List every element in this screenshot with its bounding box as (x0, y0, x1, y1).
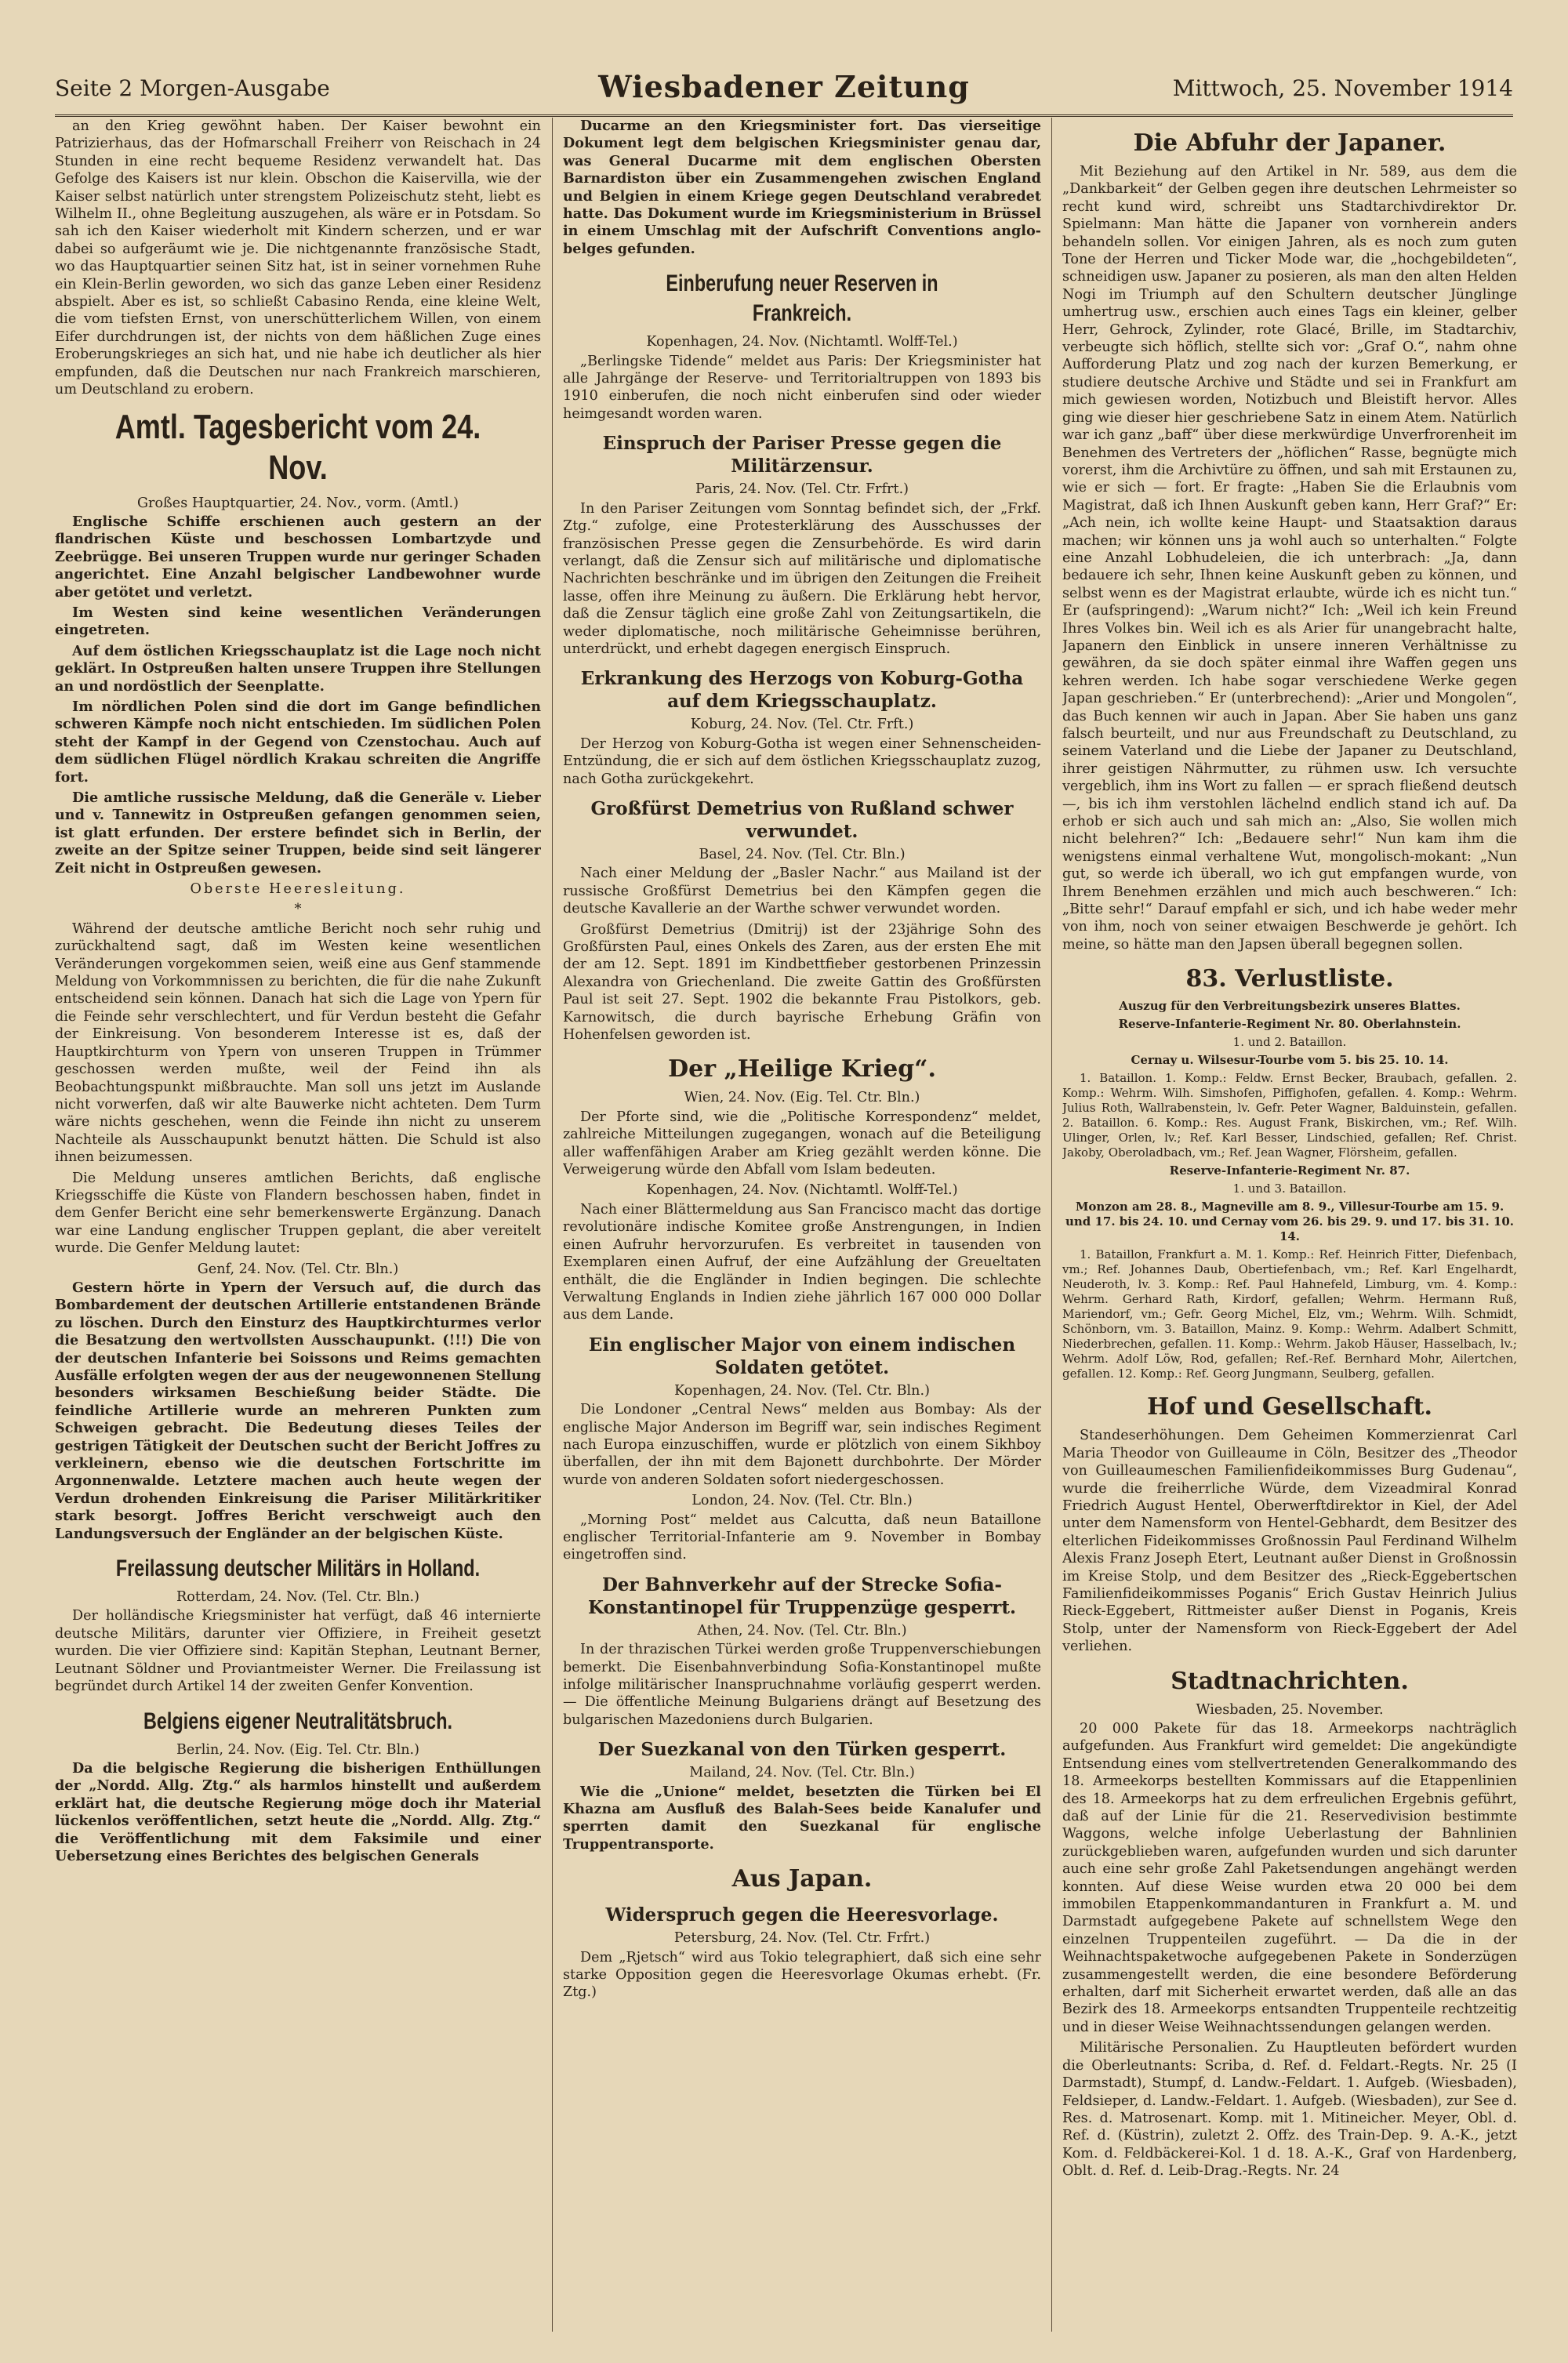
article-text: Der Pforte sind, wie die „Politische Korrespondenz“ meldet, zahlreiche Mitteilungen zugegangen, wonach auf die Beteiligung aller waffenfähigen Araber am Krieg gezählt werden könne. Die Verweigerung würde den Abfall vom Islam bedeuten. (563, 1109, 1041, 1178)
column-1 (55, 118, 541, 2332)
column-rule (1051, 118, 1052, 2332)
dateline: Genf, 24. Nov. (Tel. Ctr. Bln.) (197, 1261, 399, 1277)
headline-belgiens: Belgiens eigener Neutralitätsbruch. (143, 1708, 452, 1734)
separator-star: * (294, 902, 302, 918)
location-heading: Cernay u. Wilsesur-Tourbe vom 5. bis 25. 10. 14. (1131, 1053, 1449, 1068)
article-text: Der Herzog von Koburg-Gotha ist wegen einer Sehnenscheiden-Entzündung, die er sich auf dem östlichen Kriegsschauplatz zuzog, nach Gotha zurückgekehrt. (563, 735, 1041, 787)
issue-date: Mittwoch, 25. November 1914 (1172, 75, 1513, 101)
column-3 (1062, 118, 1517, 2332)
newspaper-title: Wiesbadener Zeitung (598, 69, 970, 104)
dateline: Athen, 24. Nov. (Tel. Ctr. Bln.) (697, 1622, 907, 1639)
headline-einspruch: Einspruch der Pariser Presse gegen die Militärzensur. (602, 433, 1002, 477)
article-text: Im Westen sind keine wesentlichen Veränderungen eingetreten. (55, 604, 541, 639)
article-text: Wie die „Unione“ meldet, besetzten die Türken bei El Khazna am Ausfluß des Balah-Sees beide Kanalufer und sperrten damit den Suezkanal für englische Truppentransporte. (563, 1783, 1041, 1853)
headline-freilassung: Freilassung deutscher Militärs in Holland. (115, 1555, 481, 1582)
headline-suezkanal: Der Suezkanal von den Türken gesperrt. (597, 1739, 1007, 1761)
headline-tagesbericht: Amtl. Tagesbericht vom 24. Nov. (114, 407, 481, 487)
regiment-heading: Reserve-Infanterie-Regiment Nr. 80. Oberlahnstein. (1118, 1017, 1461, 1032)
article-text: „Morning Post“ meldet aus Calcutta, daß neun Bataillone englischer Territorial-Infanterie am 9. November in Bombay eingetroffen sind. (563, 1512, 1041, 1563)
article-text: Gestern hörte in Ypern der Versuch auf, die durch das Bombardement der deutschen Artillerie entstandenen Brände zu löschen. Durch den Einsturz des Hauptkirchturmes verlor die Besatzung den wertvollsten Ausschaupunkt. (!!!) Die von der deutschen Infanterie bei Soissons und Reims gemachten Ausfälle erfolgten wegen der aus der neugewonnenen Stellung besonders wirksamen Beschießung beider Städte. Die feindliche Artillerie wurde an mehreren Punkten zum Schweigen gebracht. Die Bedeutung dieses Teiles der gestrigen Tätigkeit der Deutschen sucht der Bericht Joffres zu verkleinern, ebenso wie die deutschen Fortschritte im Argonnenwalde. Letztere machen auch heute wegen der Verdun drohenden Einkreisung die Pariser Militärkritiker stark besorgt. Joffres Bericht verschweigt auch den Landungsversuch der Engländer an der belgischen Küste. (55, 1279, 541, 1542)
article-text: an den Krieg gewöhnt haben. Der Kaiser bewohnt ein Patrizierhaus, das der Hofmarschall Freiherr von Reischach in 24 Stunden in eine recht bequeme Residenz verwandelt hat. Das Gefolge des Kaisers ist nur klein. Obschon die Kaiservilla, wie der Kaiser selbst natürlich unter strengstem Polizeischutz steht, liebt es Wilhelm II., ohne Begleitung auszugehen, als wäre er in Potsdam. So sah ich den Kaiser wiederholt mit Kindern scherzen, und er war dabei so aufgeräumt wie je. Die nichtgenannte französische Stadt, wo das Hauptquartier seinen Sitz hat, ist in seiner vornehmen Ruhe ein Klein-Berlin geworden, wo sich das ganze Leben einer Residenz abspielt. Aber es ist, so schließt Cabasino Renda, eine kleine Welt, die vom tiefsten Ernst, von unerschütterlichem Willen, von einem Eifer durchdrungen ist, der nichts von dem häßlichen Zuge eines Eroberungskrieges an sich hat, und nie habe ich deutlicher als hier empfunden, daß die Deutschen nur nach Frankreich marschieren, um Deutschland zu erobern. (55, 118, 541, 398)
article-text: In der thrazischen Türkei werden große Truppenverschiebungen bemerkt. Die Eisenbahnverbindung Sofia-Konstantinopel mußte infolge militärischer Inanspruchnahme vorläufig gesperrt werden. — Die öffentliche Meinung Bulgariens drängt auf Besetzung des bulgarischen Mazedoniens durch Bulgarien. (563, 1642, 1041, 1728)
article-text: Die Londoner „Central News“ melden aus Bombay: Als der englische Major Anderson im Begriff war, sein indisches Regiment nach Europa einzuschiffen, wurde er plötzlich von einem Sikhboy überfallen, der ihn mit dem Bajonett durchbohrte. Der Mörder wurde von anderen Soldaten sofort niedergeschossen. (563, 1402, 1041, 1488)
dateline: Wien, 24. Nov. (Eig. Tel. Ctr. Bln.) (684, 1090, 920, 1106)
article-text: Mit Beziehung auf den Artikel in Nr. 589, aus dem die „Dankbarkeit“ der Gelben gegen ihre deutschen Lehrmeister so recht kund wird, schreibt uns Stadtarchivdirektor Dr. Spielmann: Man hätte die Japaner von vornherein anders behandeln sollen. Vor einigen Jahren, als es noch zum guten Tone der Herren und Ticker Mode war, die „hochgebildeten“, schneidigen usw. Japaner zu posieren, als man den alten Helden Nogi im Triumph auf den Schultern deutscher Jünglinge umhertrug usw., erschien auch eines Tags ein kleiner, gelber Herr, Gehrock, Zylinder, rote Glacé, Brille, im Stadtarchiv, verbeugte sich höflich, stellte sich vor: „Graf O.“, nahm ohne Aufforderung Platz und zog nach der kurzen Bemerkung, er studiere deutsche Archive und Städte und sei in Frankfurt am mich gewiesen worden, Notizbuch und Bleistift hervor. Alles ging wie dieser hier geschriebene Satz in einem Atem. Natürlich war ich ganz „baff“ über diese merkwürdige Unverfrorenheit im Benehmen des Vertreters der „höflichen“ Rasse, begnügte mich vorerst, ihm die Archivtüre zu öffnen, und sah mit Erstaunen zu, wie er sich — fort. Er fragte: „Haben Sie die Erlaubnis vom Magistrat, daß ich Ihnen Auskunft geben kann, Herr Graf?“ Er: „Ach nein, ich wollte keine Haupt- und Staatsaktion daraus machen; wir können uns ja wohl auch so unterhalten.“ Folgte eine Anzahl Lobhudeleien, die ich unterbrach: „Ja, dann bedauere ich sehr, Ihnen keine Auskunft geben zu können, und selbst wenn es der Magistrat erlaubte, würde ich es nicht tun.“ Er (aufspringend): „Warum nicht?“ Ich: „Weil ich kein Freund Ihres Volkes bin. Weil ich es als Arier für unangebracht halte, Japanern den Einblick in unsere inneren Verhältnisse zu gewähren, da sie doch später einmal ihre Waffen gegen uns kehren werden. Ich habe sogar verschiedene Werke gegen Japan geschrieben.“ Er (unterbrechend): „Arier und Mongolen“, das Buch kennen wir auch in Japan. Aber Sie haben uns ganz falsch beurteilt, und nur aus Freundschaft zu Deutschland, zu seinem Vaterland und die Liebe der Japaner zu Deutschland, ihrer geistigen Nährmutter, zu rühmen usw. Ich versuchte vergeblich, ihm ins Wort zu fallen — er sprach fließend deutsch —, bis ich ihm verstohlen lächelnd endlich stand ich auf. Da erhob er sich auch und sah mich an: „Also, Sie wollen mich nicht belehren?“ Ich: „Bedauere sehr!“ Nun kam ihm die wenigstens einmal verhaltene Wut, mongolisch-mokant: „Nun gut, so werde ich überall, wo ich gut empfangen wurde, von Ihrem Benehmen erzählen und mich auch beschweren.“ Ich: „Bitte sehr!“ Darauf empfahl er sich, und ich habe weder mehr von ihm, noch von seiner etwaigen Beschwerde je gehört. Ich meine, so hätte man den Japsen überall begegnen sollen. (1062, 164, 1517, 953)
dateline: Paris, 24. Nov. (Tel. Ctr. Frfrt.) (695, 481, 909, 498)
article-text: Englische Schiffe erschienen auch gestern an der flandrischen Küste und beschossen Lombartzyde und Zeebrügge. Bei unseren Truppen wurde nur geringer Schaden angerichtet. Eine Anzahl belgischer Landbewohner wurde aber getötet und verletzt. (55, 513, 541, 601)
headline-hof: Hof und Gesellschaft. (1147, 1393, 1432, 1421)
article-text: Ducarme an den Kriegsminister fort. Das vierseitige Dokument legt dem belgischen Kriegsminister genau dar, was General Ducarme mit dem englischen Obersten Barnardiston über ein Zusammengehen zwischen England und Belgien in einem Kriege gegen Deutschland verabredet hatte. Das Dokument wurde im Kriegsministerium in Brüssel in einem Umschlag mit der Aufschrift Conventions anglo-belges gefunden. (563, 118, 1041, 257)
headline-bahnverkehr: Der Bahnverkehr auf der Strecke Sofia-Konstantinopel für Truppenzüge gesperrt. (588, 1574, 1016, 1618)
article-text: Die amtliche russische Meldung, daß die Generäle v. Lieber und v. Tannewitz in Ostpreußen gefangen genommen seien, ist glatt erfunden. Der erstere befindet sich in Berlin, der zweite an der Spitze seiner Truppen, beide sind seit längerer Zeit nicht in Ostpreußen gewesen. (55, 789, 541, 877)
dateline: Mailand, 24. Nov. (Tel. Ctr. Bln.) (689, 1765, 915, 1781)
headline-demetrius: Großfürst Demetrius von Rußland schwer verwundet. (590, 797, 1014, 842)
dateline: Kopenhagen, 24. Nov. (Tel. Ctr. Bln.) (674, 1382, 930, 1399)
column-rule (552, 118, 553, 2332)
article-text: Da die belgische Regierung die bisherigen Enthüllungen der „Nordd. Allg. Ztg.“ als harmlos hinstellt und außerdem erklärt hat, die deutsche Regierung möge doch ihr Material lückenlos veröffentlichen, setzt heute die „Nordd. Allg. Ztg.“ die Veröffentlichung mit dem Faksimile und einer Uebersetzung eines Berichtes des belgischen Generals (55, 1759, 541, 1864)
battalion-heading: 1. und 3. Bataillon. (1232, 1182, 1347, 1196)
article-text: Während der deutsche amtliche Bericht noch sehr ruhig und zurückhaltend sagt, daß im Westen keine wesentlichen Veränderungen vorgekommen seien, weiß eine aus Genf stammende Meldung von Vorkommnissen zu berichten, die für die nahe Zukunft entscheidend sein können. Danach hat sich die Lage von Ypern für die Feinde sehr verschlechtert, und für Verdun besteht die Gefahr der Einkreisung. Von besonderem Interesse ist es, daß der Hauptkirchturm von Ypern von unseren Truppen in Trümmer geschossen werden mußte, weil der Feind ihn als Beobachtungspunkt mißbrauchte. Man soll uns jetzt im Auslande nicht vorwerfen, daß wir alte Bauwerke nicht achteten. Dem Turm wäre nichts geschehen, wenn die Feinde ihn nicht zu unserem Nachteile als Ausschaupunkt benutzt hätten. Die Schuld ist also ihnen beizumessen. (55, 920, 541, 1166)
article-text: „Berlingske Tidende“ meldet aus Paris: Der Kriegsminister hat alle Jahrgänge der Reserve- und Territorialtruppen von 1893 bis 1910 einberufen, die noch nicht einberufen sind oder wieder heimgesandt worden waren. (563, 353, 1041, 422)
battalion-heading: 1. und 2. Bataillon. (1232, 1035, 1347, 1050)
dateline: Petersburg, 24. Nov. (Tel. Ctr. Frfrt.) (673, 1930, 931, 1947)
article-text: Standeserhöhungen. Dem Geheimen Kommerzienrat Carl Maria Theodor von Guilleaume in Cöln, Besitzer des „Theodor von Guilleaumeschen Familienfideikommisses Burg Gudenau“, wurde die freiherrliche Würde, dem Vizeadmiral Konrad Friedrich August Hentel, Oberwerftdirektor in Kiel, der Adel unter dem Namensform von Hentel-Gebhardt, dem Besitzer des elterlichen Fideikommisses Großnossin Paul Ferdinand Wilhelm Alexis Franz Joseph Etert, Leutnant außer Dienst in Großnossin im Kreise Stolp, und dem Besitzer des „Rieck-Eggebertschen Familienfideikommisses Poganis“ Erich Gustav Heinrich Julius Rieck-Eggebert, Rittmeister außer Dienst in Poganis, Kreis Stolp, unter der Namensform von Rieck-Eggebert der Adel verliehen. (1062, 1428, 1517, 1655)
article-text: Der holländische Kriegsminister hat verfügt, daß 46 internierte deutsche Militärs, darunter vier Offiziere, in Freiheit gesetzt wurden. Die vier Offiziere sind: Kapitän Stephan, Leutnant Berner, Leutnant Söldner und Proviantmeister Werner. Die Freilassung ist begründet durch Artikel 14 der zweiten Genfer Konvention. (55, 1608, 541, 1695)
article-text: Nach einer Blättermeldung aus San Francisco macht das dortige revolutionäre indische Komitee große Anstrengungen, in Indien einen Aufruhr hervorzurufen. Es verbreitet in tausenden von Exemplaren einen Aufruf, der eine Aufzählung der Greueltaten enthält, die die Engländer in Indien begingen. Die schlechte Verwaltung Englands in Indien ziehe jährlich 167 000 000 Dollar aus dem Lande. (563, 1201, 1041, 1323)
regiment-heading: Reserve-Infanterie-Regiment Nr. 87. (1169, 1163, 1410, 1178)
headline-japan: Aus Japan. (731, 1865, 873, 1893)
dateline: Berlin, 24. Nov. (Eig. Tel. Ctr. Bln.) (176, 1741, 420, 1758)
subheadline-japan: Widerspruch gegen die Heeresvorlage. (605, 1904, 999, 1926)
article-text: 20 000 Pakete für das 18. Armeekorps nachträglich aufgefunden. Aus Frankfurt wird gemeldet: Die angekündigte Entsendung eines vom stellvertretenden Generalkommando des 18. Armeekorps bestellten Kommissars auf die Etappenlinien des 18. Armeekorps hat zu dem erfreulichen Ergebnis geführt, daß auf der Linie für die 21. Reservedivision bestimmte Waggons, welche infolge Ueberlastung der Bahnlinien zurückgeblieben waren, aufgefunden wurden und sich darunter auch eine sehr große Zahl Paketsendungen angehängt werden konnten. Auf diese Weise wurden etwa 20 000 bei dem immobilen Etappenkommandanturen in Frankfurt a. M. und Darmstadt aufgegebene Pakete auf schnellstem Wege den einzelnen Truppenteilen zugeführt. — Da die in der Weihnachtspaketwoche aufgegebenen Pakete in Sonderzügen zusammengestellt werden, die eine besondere Beförderung erhalten, darf mit Sicherheit erwartet werden, daß alle an das Bezirk des 18. Armeekorps entsandten Truppenteile rechtzeitig und in dieser Weise Weihnachtssendungen gelangen werden. (1062, 1720, 1517, 2035)
article-text: Großfürst Demetrius (Dmitrij) ist der 23jährige Sohn des Großfürsten Paul, eines Onkels des Zaren, aus der ersten Ehe mit der am 12. Sept. 1891 im Kindbettfieber gestorbenen Prinzessin Alexandra von Griechenland. Die zweite Gattin des Großfürsten Paul ist seit 27. Sept. 1902 die bekannte Frau Pistolkors, geb. Karnowitsch, die durch bayrische Erhebung Gräfin von Hohenfelsen geworden ist. (563, 921, 1041, 1044)
dateline: Wiesbaden, 25. November. (1196, 1701, 1384, 1718)
headline-koburg: Erkrankung des Herzogs von Koburg-Gotha auf dem Kriegsschauplatz. (580, 668, 1024, 713)
article-text: Dem „Rjetsch“ wird aus Tokio telegraphiert, daß sich eine sehr starke Opposition gegen die Heeresvorlage Okumas erhebt. (Fr. Ztg.) (563, 1949, 1041, 2001)
headline-major: Ein englischer Major von einem indischen Soldaten getötet. (588, 1334, 1016, 1378)
dateline: London, 24. Nov. (Tel. Ctr. Bln.) (691, 1493, 913, 1509)
column-2 (563, 118, 1041, 2332)
dateline: Kopenhagen, 24. Nov. (Nichtamtl. Wolff-Tel.) (646, 1182, 958, 1199)
headline-abfuhr: Die Abfuhr der Japaner. (1133, 129, 1446, 157)
dateline: Großes Hauptquartier, 24. Nov., vorm. (Amtl.) (136, 495, 459, 511)
casualty-list: 1. Bataillon, Frankfurt a. M. 1. Komp.: Ref. Heinrich Fitter, Diefenbach, vm.; Ref. Johannes Daub, Obertiefenbach, vm.; Ref. Karl Engelhardt, Neuderoth, lv. 3. Komp.: Ref. Paul Hahnefeld, Limburg, vm. 4. Komp.: Wehrm. Gerhard Rath, Kirdorf, gefallen; Wehrm. Hermann Ruß, Mariendorf, vm.; Gefr. Georg Michel, Elz, vm.; Wehrm. Wilh. Schmidt, Schönborn, vm. 3. Bataillon, Mainz. 9. Komp.: Wehrm. Adalbert Schmitt, Niederbrechen, gefallen. 11. Komp.: Wehrm. Jakob Häuser, Hasselbach, lv.; Wehrm. Adolf Löw, Rod, gefallen; Ref.-Ref. Bernhard Mohr, Ailertchen, gefallen. 12. Komp.: Ref. Georg Jungmann, Seulberg, gefallen. (1062, 1247, 1517, 1381)
casualty-list: 1. Bataillon. 1. Komp.: Feldw. Ernst Becker, Braubach, gefallen. 2. Komp.: Wehrm. Wilh. Simshofen, Piffighofen, gefallen. 4. Komp.: Wehrm. Julius Roth, Wallrabenstein, lv. Gefr. Peter Wagner, Balduinstein, gefallen. 2. Bataillon. 6. Komp.: Res. August Frank, Biskirchen, vm.; Ref. Wilh. Ulinger, Orlen, lv.; Ref. Karl Besser, Lindschied, gefallen; Ref. Christ. Jakoby, Oberoladbach, vm.; Ref. Jean Wagner, Flörsheim, gefallen. (1062, 1071, 1517, 1160)
dateline: Rotterdam, 24. Nov. (Tel. Ctr. Bln.) (176, 1589, 419, 1606)
article-text: Militärische Personalien. Zu Hauptleuten befördert wurden die Oberleutnants: Scriba, d. Ref. d. Feldart.-Regts. Nr. 25 (I Darmstadt), Stumpf, d. Landw.-Feldart. 1. Aufgeb. (Wiesbaden), Feldsieper, d. Landw.-Feldart. 1. Aufgeb. (Wiesbaden), zur See d. Res. d. Matrosenart. Komp. mit 1. Mitineicher. Meyer, Obl. d. Ref. d. (Küstrin), zuletzt 2. Offz. des Train-Dep. 9. A.-K., jetzt Kom. d. Feldbäckerei-Kol. 1 d. 18. A.-K., Graf von Hardenberg, Oblt. d. Ref. d. Leib-Drag.-Regts. Nr. 24 (1062, 2040, 1517, 2180)
article-text: Im nördlichen Polen sind die dort im Gange befindlichen schweren Kämpfe noch nicht entschieden. Im südlichen Polen steht der Kampf in der Gegend von Czenstochau. Auch auf dem südlichen Flügel nördlich Krakau schreiten die Angriffe fort. (55, 698, 541, 786)
dateline: Basel, 24. Nov. (Tel. Ctr. Bln.) (699, 846, 906, 862)
page-edition: Seite 2 Morgen-Ausgabe (55, 75, 330, 101)
article-text: Die Meldung unseres amtlichen Berichts, daß englische Kriegsschiffe die Küste von Flandern beschossen haben, findet in dem Genfer Bericht eine sehr bemerkenswerte Ergänzung. Danach war eine Landung englischer Truppen geplant, die aber vereitelt wurde. Die Genfer Meldung lautet: (55, 1170, 541, 1257)
signature: Oberste Heeresleitung. (190, 881, 406, 898)
headline-verlustliste: 83. Verlustliste. (1185, 965, 1394, 993)
article-text: Auf dem östlichen Kriegsschauplatz ist die Lage noch nicht geklärt. In Ostpreußen halten unsere Truppen ihre Stellungen an und nordöstlich der Seenplatte. (55, 642, 541, 695)
location-heading: Monzon am 28. 8., Magneville am 8. 9., Villesur-Tourbe am 15. 9. und 17. bis 24. 10. und Cernay vom 26. bis 29. 9. und 17. bis 31. 10. 14. (1065, 1200, 1515, 1244)
headline-heiliger-krieg: Der „Heilige Krieg“. (668, 1055, 936, 1083)
headline-einberufung: Einberufung neuer Reserven in Frankreich. (666, 270, 938, 327)
dateline: Koburg, 24. Nov. (Tel. Ctr. Frft.) (690, 717, 914, 733)
article-text: In den Pariser Zeitungen vom Sonntag befindet sich, der „Frkf. Ztg.“ zufolge, eine Protesterklärung des Ausschusses der französischen Presse gegen die Zensurbehörde. Es wird darin verlangt, daß die Zensur sich auf militärische und diplomatische Nachrichten beschränke und im übrigen den Zeitungen die Freiheit lasse, offen ihre Meinung zu äußern. Die Erklärung hebt hervor, daß die Zensur täglich eine große Zahl von Zeitungsartikeln, die weder diplomatische, noch militärische Geheimnisse berühren, unterdrückt, und erhebt dagegen energisch Einspruch. (563, 500, 1041, 657)
dateline: Kopenhagen, 24. Nov. (Nichtamtl. Wolff-Tel.) (646, 334, 958, 350)
headline-stadtnachrichten: Stadtnachrichten. (1171, 1667, 1409, 1695)
article-text: Nach einer Meldung der „Basler Nachr.“ aus Mailand ist der russische Großfürst Demetrius bei den Kämpfen gegen die deutsche Kavallerie an der Warthe schwer verwundet worden. (563, 866, 1041, 917)
verlust-subtitle: Auszug für den Verbreitungsbezirk unseres Blattes. (1119, 999, 1461, 1014)
masthead (55, 69, 1513, 117)
